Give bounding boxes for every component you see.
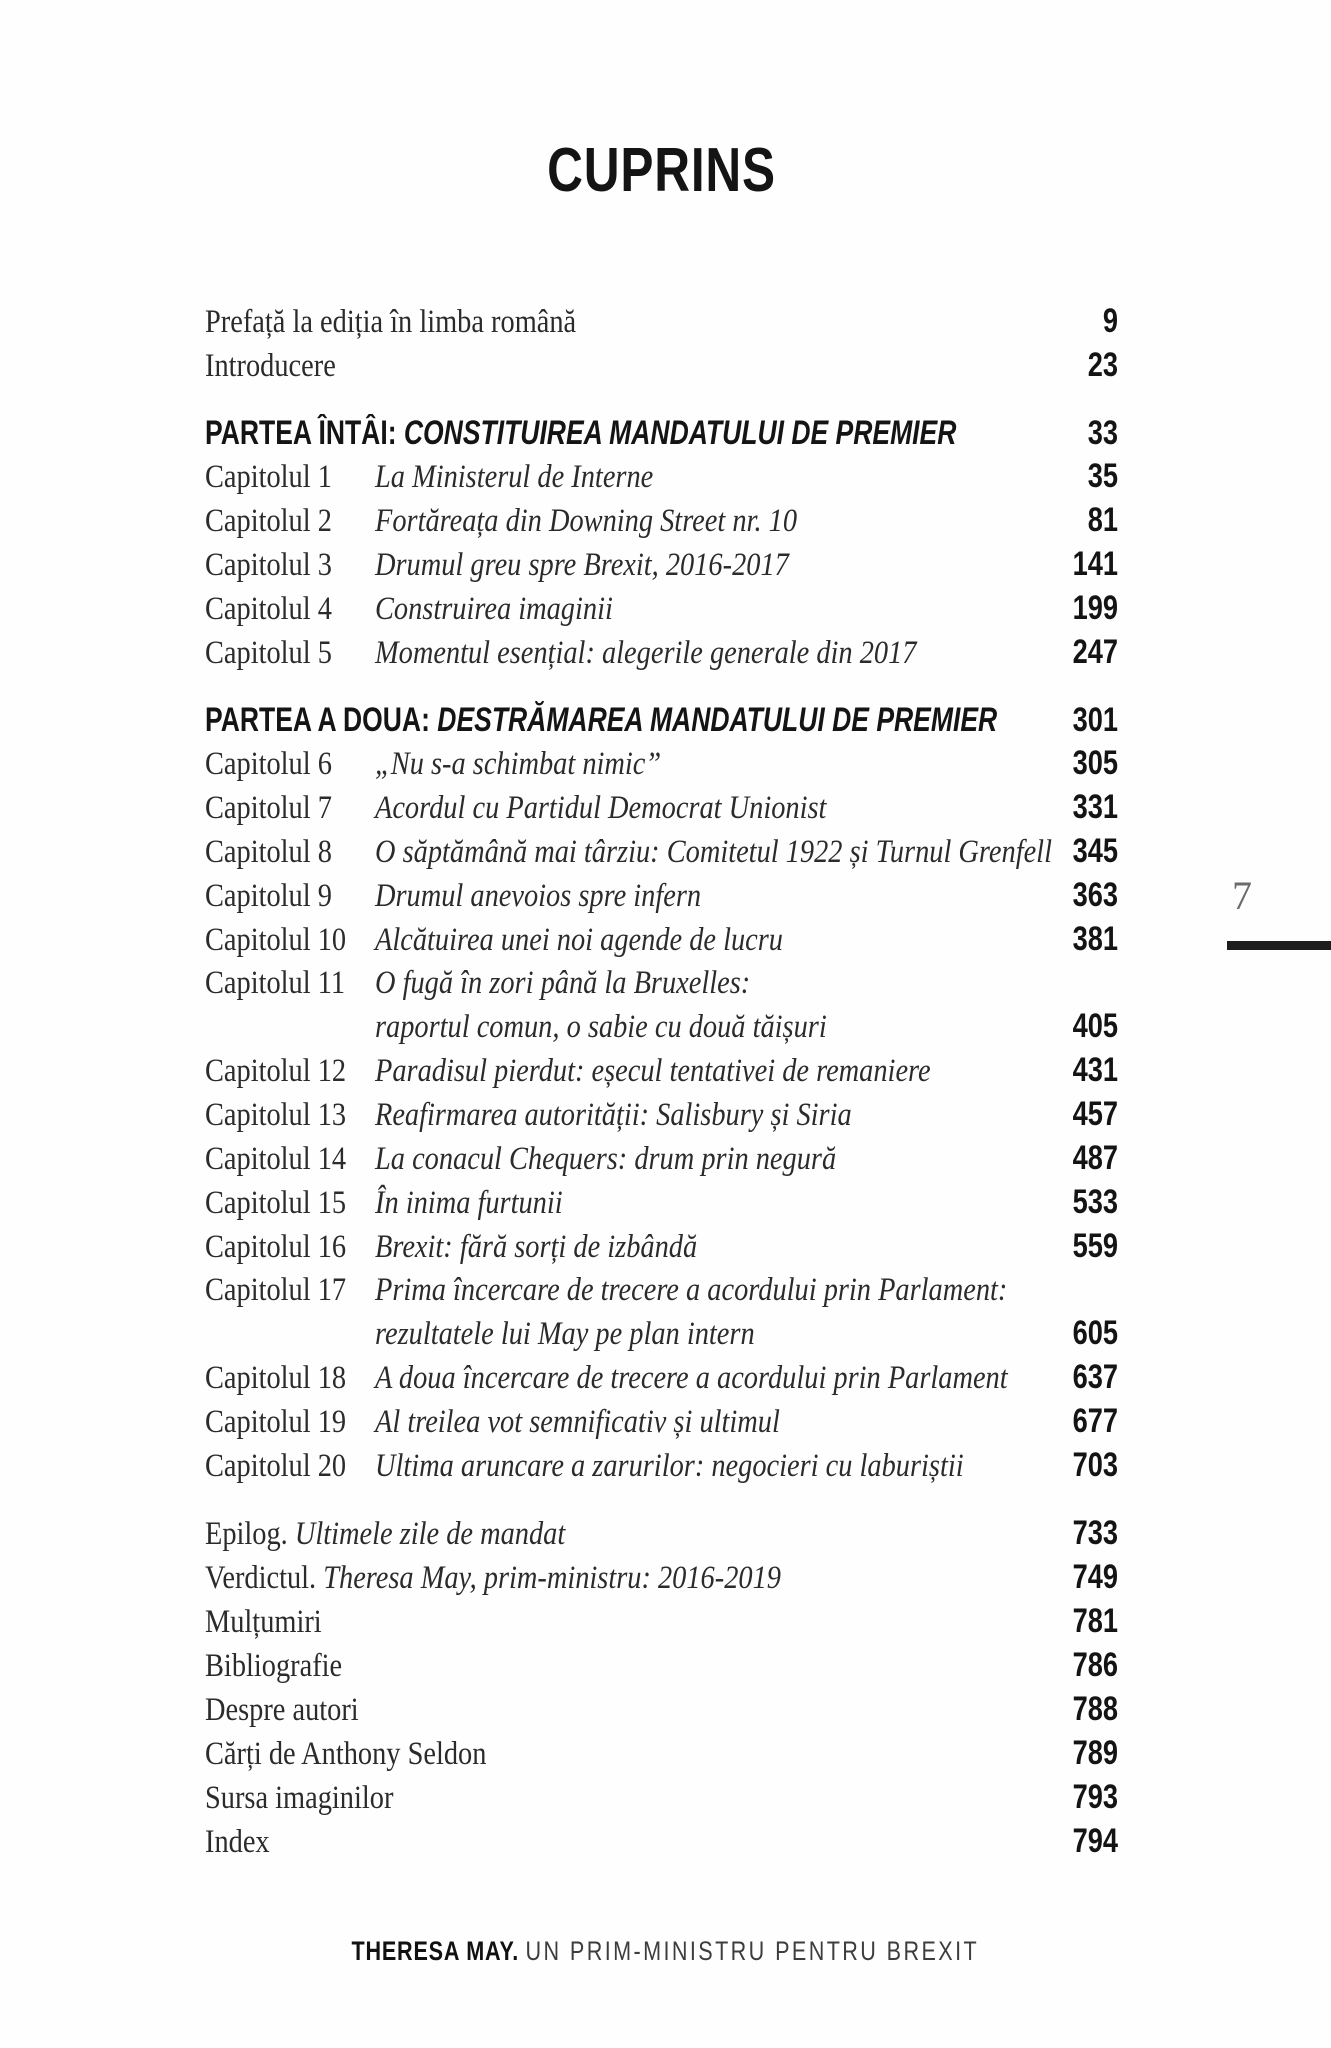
- chapter-title-text: Momentul esențial: alegerile generale din 2017: [375, 635, 917, 671]
- chapter-label: [205, 1445, 375, 1488]
- chapter-title: [375, 1138, 1048, 1181]
- entry-label: Mulțumiri: [205, 1604, 322, 1640]
- chapter-title: [375, 456, 1048, 499]
- part-label: PARTEA A DOUA:: [205, 701, 430, 739]
- entry-title: Theresa May, prim-ministru: 2016-2019: [323, 1560, 781, 1596]
- toc-chapter-row: [205, 874, 1118, 918]
- chapter-label-text: Capitolul 12: [205, 1053, 347, 1089]
- page-number: 363: [1072, 876, 1118, 914]
- toc-chapter-row: [205, 1049, 1118, 1093]
- chapter-title: [375, 919, 1048, 962]
- toc-chapter-row: [205, 499, 1118, 543]
- page-number: 345: [1072, 832, 1118, 870]
- chapter-label: [205, 544, 375, 587]
- chapter-label-text: Capitolul 19: [205, 1404, 347, 1440]
- page-number: 33: [1087, 414, 1118, 452]
- toc-chapter-row: [205, 1400, 1118, 1444]
- toc-chapter-row: [205, 455, 1118, 499]
- chapter-title-text: rezultatele lui May pe plan intern: [375, 1316, 755, 1352]
- page-number: 533: [1072, 1183, 1118, 1221]
- chapter-title: [375, 787, 1048, 830]
- toc-entry-row: [205, 344, 1118, 388]
- chapter-label: [205, 1094, 375, 1137]
- chapter-title-text: În inima furtunii: [375, 1185, 563, 1221]
- chapter-title-text: Al treilea vot semnificativ și ultimul: [375, 1404, 780, 1440]
- entry-text: [205, 1645, 1048, 1688]
- chapter-label: [205, 1357, 375, 1400]
- chapter-title: [375, 1269, 1118, 1312]
- entry-label: Index: [205, 1824, 270, 1860]
- margin-folio: [1227, 873, 1331, 950]
- page-number: 431: [1072, 1051, 1118, 1089]
- folio-number: 7: [1232, 873, 1252, 918]
- chapter-title-text: Drumul anevoios spre infern: [375, 878, 702, 914]
- chapter-title: [375, 1313, 1048, 1356]
- toc-list: [205, 300, 1118, 1864]
- chapter-title: [375, 831, 1052, 874]
- toc-chapter-row: [205, 830, 1118, 874]
- entry-label: Prefață la ediția în limba română: [205, 304, 577, 340]
- chapter-title: [375, 1357, 1048, 1400]
- toc-chapter-row: [205, 786, 1118, 830]
- entry-text: [205, 1689, 1048, 1732]
- page-number: 199: [1072, 589, 1118, 627]
- toc-chapter-row: [205, 1005, 1118, 1049]
- toc-chapter-row: [205, 962, 1118, 1005]
- chapter-label: [205, 456, 375, 499]
- chapter-title-text: Alcătuirea unei noi agende de lucru: [375, 922, 784, 958]
- toc-chapter-row: [205, 1181, 1118, 1225]
- chapter-label: [205, 1050, 375, 1093]
- entry-text-inner: [205, 301, 576, 344]
- part-title: CONSTITUIREA MANDATULUI DE PREMIER: [403, 414, 957, 452]
- toc-chapter-row: [205, 543, 1118, 587]
- part-heading: [205, 412, 1048, 455]
- chapter-label-text: Capitolul 20: [205, 1448, 347, 1484]
- running-footer: [0, 1936, 1331, 1966]
- chapter-title-text: Paradisul pierdut: eșecul tentativei de remaniere: [375, 1053, 931, 1089]
- page-title: CUPRINS: [547, 136, 776, 205]
- page-number: 637: [1072, 1358, 1118, 1396]
- entry-label: Sursa imaginilor: [205, 1780, 394, 1816]
- chapter-title-text: O săptămână mai târziu: Comitetul 1922 și Turnul Grenfell: [375, 834, 1052, 870]
- chapter-label: [205, 831, 375, 874]
- chapter-label-text: Capitolul 11: [205, 965, 346, 1001]
- chapter-title: [375, 1182, 1048, 1225]
- page-number: 749: [1072, 1558, 1118, 1596]
- page-number: 781: [1072, 1602, 1118, 1640]
- chapter-label-text: Capitolul 15: [205, 1185, 347, 1221]
- chapter-title-text: Construirea imaginii: [375, 591, 613, 627]
- page-number: 301: [1072, 701, 1118, 739]
- part-title: DESTRĂMAREA MANDATULUI DE PREMIER: [437, 701, 998, 739]
- toc-chapter-row: [205, 1356, 1118, 1400]
- chapter-title-text: Reafirmarea autorității: Salisbury și Siria: [375, 1097, 852, 1133]
- page-number: 733: [1072, 1514, 1118, 1552]
- toc-chapter-row: [205, 1137, 1118, 1181]
- chapter-label: [205, 1226, 375, 1269]
- part-heading-text: [205, 412, 956, 455]
- chapter-label: [205, 875, 375, 918]
- chapter-title: [375, 588, 1048, 631]
- toc-entry-row: [205, 1776, 1118, 1820]
- chapter-label-text: Capitolul 18: [205, 1360, 347, 1396]
- chapter-title: [375, 1445, 1048, 1488]
- entry-label: Cărți de Anthony Seldon: [205, 1736, 487, 1772]
- chapter-label-text: Capitolul 13: [205, 1097, 347, 1133]
- page-content: [205, 0, 1118, 1864]
- chapter-title: [375, 743, 1048, 786]
- part-heading: [205, 699, 1048, 742]
- entry-text-inner: [205, 1689, 359, 1732]
- page-number: 789: [1072, 1734, 1118, 1772]
- page-number: 457: [1072, 1095, 1118, 1133]
- chapter-title: [375, 1401, 1048, 1444]
- page-number: 794: [1072, 1822, 1118, 1860]
- page-number: 786: [1072, 1646, 1118, 1684]
- page-number: 793: [1072, 1778, 1118, 1816]
- toc-entry-row: [205, 1820, 1118, 1864]
- entry-text: [205, 1557, 1048, 1600]
- entry-label: Bibliografie: [205, 1648, 343, 1684]
- entry-text: [205, 1601, 1048, 1644]
- chapter-label-text: Capitolul 2: [205, 503, 332, 539]
- chapter-title-text: O fugă în zori până la Bruxelles:: [375, 965, 751, 1001]
- toc-chapter-row: [205, 1225, 1118, 1269]
- folio-rule: [1227, 941, 1331, 950]
- chapter-title: [375, 1050, 1048, 1093]
- chapter-label-text: Capitolul 3: [205, 547, 332, 583]
- page-number: 487: [1072, 1139, 1118, 1177]
- entry-label: Verdictul.: [205, 1560, 317, 1596]
- page-number: 81: [1087, 501, 1118, 539]
- page-number: 23: [1087, 346, 1118, 384]
- chapter-label: [205, 632, 375, 675]
- chapter-label: [205, 588, 375, 631]
- entry-text: [205, 345, 1048, 388]
- entry-title: Ultimele zile de mandat: [294, 1516, 566, 1552]
- page-number: 305: [1072, 744, 1118, 782]
- chapter-title: [375, 1226, 1048, 1269]
- chapter-title-text: La Ministerul de Interne: [375, 459, 654, 495]
- page-number: 331: [1072, 788, 1118, 826]
- chapter-label: [205, 1401, 375, 1444]
- toc-entry-row: [205, 1644, 1118, 1688]
- toc-entry-row: [205, 1556, 1118, 1600]
- chapter-label-text: Capitolul 10: [205, 922, 347, 958]
- chapter-label: [205, 1269, 375, 1312]
- entry-text: [205, 1513, 1048, 1556]
- toc-part-row: [205, 699, 1118, 742]
- page-number: 605: [1072, 1314, 1118, 1352]
- chapter-label-text: Capitolul 1: [205, 459, 332, 495]
- page-number: 35: [1087, 457, 1118, 495]
- footer-subtitle: UN PRIM-MINISTRU PENTRU BREXIT: [525, 1936, 980, 1966]
- chapter-title-text: Brexit: fără sorți de izbândă: [375, 1229, 698, 1265]
- chapter-label-text: Capitolul 16: [205, 1229, 347, 1265]
- part-label: PARTEA ÎNTÂI:: [205, 414, 397, 452]
- page-number: 703: [1072, 1446, 1118, 1484]
- entry-text-inner: [205, 1645, 342, 1688]
- chapter-label-text: Capitolul 14: [205, 1141, 347, 1177]
- entry-text-inner: [205, 1557, 781, 1600]
- chapter-label: [205, 787, 375, 830]
- page-number: 247: [1072, 633, 1118, 671]
- chapter-label-text: Capitolul 5: [205, 635, 332, 671]
- chapter-label-text: Capitolul 7: [205, 790, 332, 826]
- entry-text-inner: [205, 345, 336, 388]
- entry-text-inner: [205, 1513, 565, 1556]
- chapter-title-text: „Nu s-a schimbat nimic”: [375, 746, 662, 782]
- toc-entry-row: [205, 1732, 1118, 1776]
- chapter-label-text: Capitolul 4: [205, 591, 332, 627]
- chapter-title: [375, 962, 1118, 1005]
- entry-text-inner: [205, 1821, 270, 1864]
- chapter-label: [205, 500, 375, 543]
- entry-text: [205, 301, 1048, 344]
- chapter-title: [375, 1006, 1048, 1049]
- page-number: 559: [1072, 1227, 1118, 1265]
- page-number: 788: [1072, 1690, 1118, 1728]
- footer-book-title: THERESA MAY.: [351, 1936, 520, 1966]
- page-number: 677: [1072, 1402, 1118, 1440]
- toc-entry-row: [205, 300, 1118, 344]
- chapter-title-text: raportul comun, o sabie cu două tăișuri: [375, 1009, 827, 1045]
- entry-label: Epilog.: [205, 1516, 288, 1552]
- page-number: 9: [1102, 302, 1118, 340]
- toc-chapter-row: [205, 742, 1118, 786]
- chapter-label: [205, 962, 375, 1005]
- chapter-label-text: Capitolul 17: [205, 1272, 347, 1308]
- chapter-title-text: Ultima aruncare a zarurilor: negocieri cu laburiștii: [375, 1448, 964, 1484]
- part-heading-text: [205, 699, 997, 742]
- toc-chapter-row: [205, 1312, 1118, 1356]
- toc-chapter-row: [205, 1093, 1118, 1137]
- entry-label: Introducere: [205, 348, 336, 384]
- chapter-label-text: Capitolul 9: [205, 878, 332, 914]
- toc-chapter-row: [205, 1444, 1118, 1488]
- toc-entry-row: [205, 1512, 1118, 1556]
- chapter-title-text: Prima încercare de trecere a acordului prin Parlament:: [375, 1272, 1008, 1308]
- toc-chapter-row: [205, 1269, 1118, 1312]
- entry-label: Despre autori: [205, 1692, 359, 1728]
- page-number: 141: [1072, 545, 1118, 583]
- toc-chapter-row: [205, 587, 1118, 631]
- chapter-label: [205, 919, 375, 962]
- chapter-title-text: Fortăreața din Downing Street nr. 10: [375, 503, 798, 539]
- entry-text: [205, 1733, 1048, 1776]
- entry-text: [205, 1777, 1048, 1820]
- chapter-label-text: Capitolul 8: [205, 834, 332, 870]
- entry-text-inner: [205, 1733, 486, 1776]
- toc-chapter-row: [205, 631, 1118, 675]
- chapter-label: [205, 743, 375, 786]
- chapter-title: [375, 875, 1048, 918]
- entry-text-inner: [205, 1601, 322, 1644]
- entry-text: [205, 1821, 1048, 1864]
- chapter-label: [205, 1138, 375, 1181]
- toc-entry-row: [205, 1688, 1118, 1732]
- chapter-label: [205, 1182, 375, 1225]
- chapter-title-text: Drumul greu spre Brexit, 2016-2017: [375, 547, 789, 583]
- entry-text-inner: [205, 1777, 393, 1820]
- chapter-title: [375, 544, 1048, 587]
- running-footer-text: [352, 1936, 980, 1966]
- chapter-title-text: Acordul cu Partidul Democrat Unionist: [375, 790, 827, 826]
- chapter-title-text: La conacul Chequers: drum prin negură: [375, 1141, 837, 1177]
- page-number: 381: [1072, 920, 1118, 958]
- toc-part-row: [205, 412, 1118, 455]
- toc-chapter-row: [205, 918, 1118, 962]
- chapter-title: [375, 500, 1048, 543]
- chapter-title-text: A doua încercare de trecere a acordului prin Parlament: [375, 1360, 1008, 1396]
- toc-entry-row: [205, 1600, 1118, 1644]
- page-number: 405: [1072, 1007, 1118, 1045]
- chapter-title: [375, 1094, 1048, 1137]
- chapter-label-text: Capitolul 6: [205, 746, 332, 782]
- chapter-title: [375, 632, 1048, 675]
